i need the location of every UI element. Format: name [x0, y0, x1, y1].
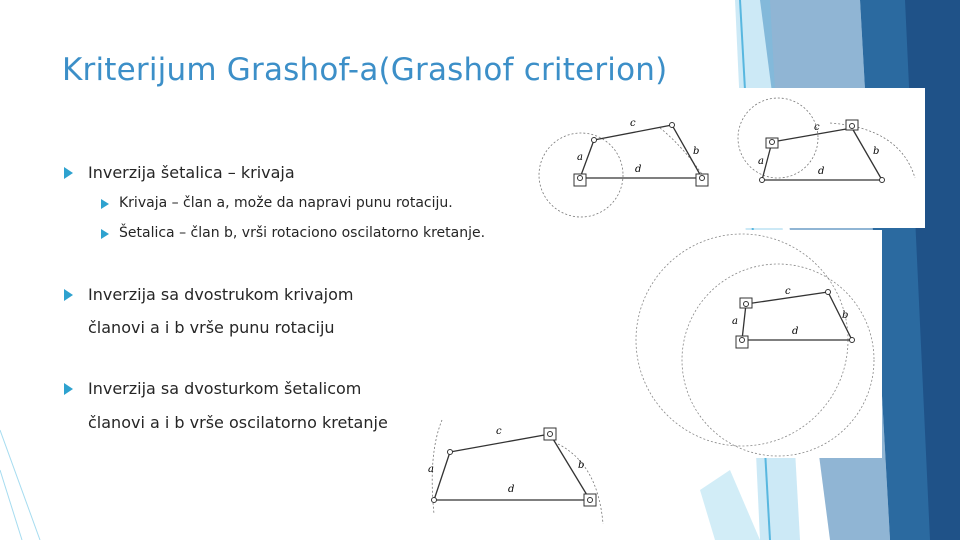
double-crank-figure — [620, 230, 882, 458]
link-label: d — [635, 164, 642, 175]
sub-bullet-text: Šetalica – član b, vrši rotaciono oscilatorno kretanje. — [119, 225, 486, 241]
bullet-arrow-icon — [101, 229, 109, 239]
link-label: b — [578, 460, 585, 471]
link-label: b — [693, 146, 700, 157]
bullet-arrow-icon — [64, 167, 73, 179]
bullet-arrow-icon — [64, 383, 73, 395]
sub-bullet-text: Krivaja – član a, može da napravi punu rotaciju. — [119, 195, 453, 211]
link-label: c — [814, 122, 820, 133]
bullet-arrow-icon — [101, 199, 109, 209]
link-label: c — [785, 286, 791, 297]
bullet-text: članovi a i b vrše oscilatorno kretanje — [88, 413, 388, 432]
link-label: b — [873, 146, 880, 157]
crank-rocker-figure — [530, 108, 730, 220]
link-label: d — [818, 166, 825, 177]
bullet-text: Inverzija šetalica – krivaja — [88, 163, 295, 182]
link-label: d — [792, 326, 799, 337]
link-label: a — [428, 464, 434, 475]
link-label: b — [842, 310, 849, 321]
link-label: d — [508, 484, 515, 495]
link-label: a — [758, 156, 764, 167]
bullet-arrow-icon — [64, 289, 73, 301]
link-label: c — [630, 118, 636, 129]
link-label: a — [732, 316, 738, 327]
link-label: a — [577, 152, 583, 163]
link-label: c — [496, 426, 502, 437]
bullet-text: članovi a i b vrše punu rotaciju — [88, 318, 335, 337]
double-rocker-figure — [418, 414, 613, 536]
bullet-text: Inverzija sa dvosturkom šetalicom — [88, 379, 362, 398]
crank-rocker-figure-2 — [730, 88, 925, 228]
bullet-text: Inverzija sa dvostrukom krivajom — [88, 285, 354, 304]
slide-title: Kriterijum Grashof-a(Grashof criterion) — [62, 52, 668, 88]
